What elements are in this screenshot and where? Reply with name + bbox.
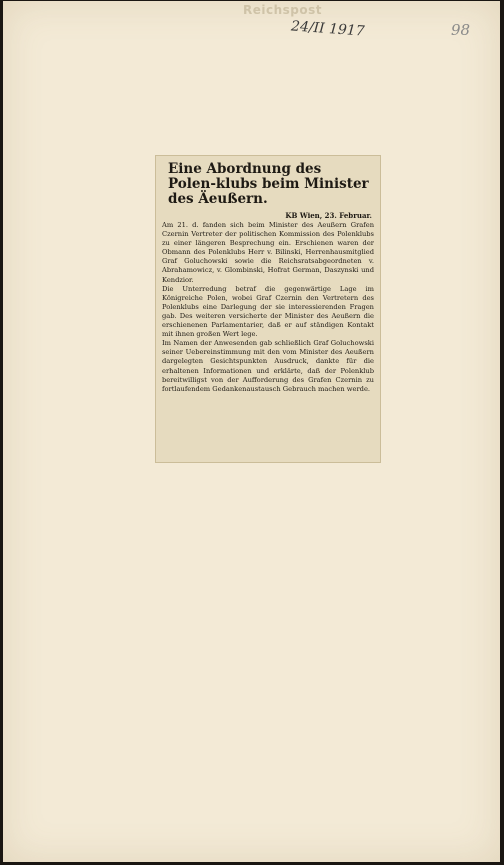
article-dateline: KB Wien, 23. Februar.	[285, 211, 372, 220]
handwritten-date: 24/II 1917	[290, 18, 366, 40]
article-paragraph: Im Namen der Anwesenden gab schließlich Graf Goluchowski seiner Uebereinstimmung mit den vom Minister des Aeußern dargelegten Gesichtspunkten Ausdruck, dankte für die erhaltenen Informationen und erklärte, daß der Polenklub bereitwilligst von der Aufforderung des Grafen Czernin zu fortlaufendem Gedankenaustausch Gebrauch machen werde.	[162, 339, 374, 393]
article-paragraph: Die Unterredung betraf die gegenwärtige Lage im Königreiche Polen, wobei Graf Czernin den Vertretern des Polenklubs eine Darlegung der sie interessierenden Fragen gab. Des weiteren versicherte der Minister des Aeußern die erschienenen Parlamentarier, daß er auf ständigen Kontakt mit ihnen großen Wert lege.	[162, 284, 374, 339]
newspaper-stamp: Reichspost	[243, 3, 323, 17]
page-number: 98	[451, 21, 471, 39]
newspaper-clipping	[155, 155, 381, 463]
article-body	[162, 221, 374, 394]
article-headline: Eine Abordnung des Polen-klubs beim Minister des Äeußern.	[168, 161, 369, 207]
article-paragraph: Am 21. d. fanden sich beim Minister des Aeußern Grafen Czernin Vertreter der politischen Kommission des Polenklubs zu einer längeren Besprechung ein. Erschienen waren der Obmann des Polenklubs Herr v. Bilinski, Herrenhausmitglied Graf Goluchowski sowie die Reichsratsabgeordneten v. Abrahamowicz, v. Glombinski, Hofrat German, Daszynski und Kendzior.	[162, 221, 374, 284]
